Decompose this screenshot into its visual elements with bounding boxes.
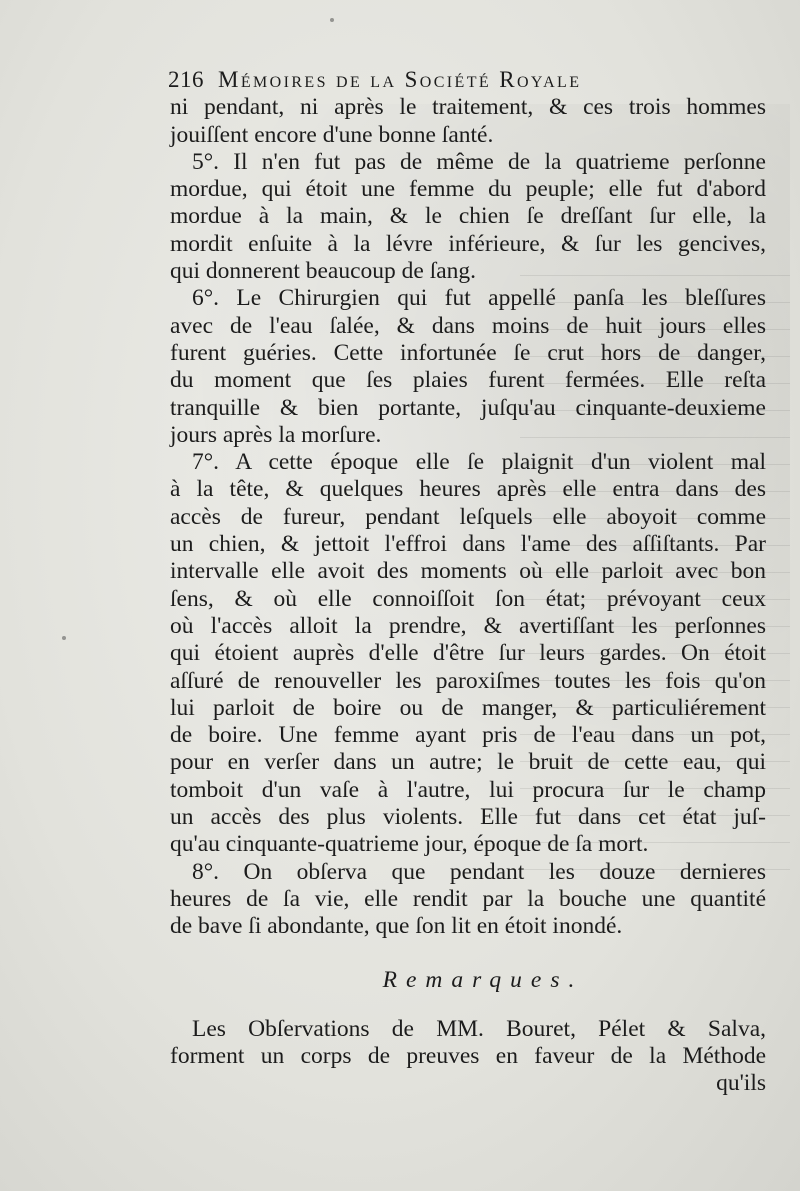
paragraph-5-line: 5°. Il n'en fut pas de même de la quatrieme perſonne (192, 148, 766, 175)
text-line: mordit enſuite à la lévre inférieure, & ſur les gencives, (170, 230, 766, 257)
text-line: qui étoient auprès d'elle d'être ſur leurs gardes. On étoit (170, 640, 766, 667)
text-line: mordue, qui étoit une femme du peuple; elle fut d'abord (170, 176, 766, 203)
text-line: un accès des plus violents. Elle fut dans cet état juſ- (170, 804, 766, 831)
remarques-line: Les Obſervations de MM. Bouret, Pélet & Salva, (192, 1015, 766, 1042)
page-number: 216 (168, 67, 204, 92)
text-line: mordue à la main, & le chien ſe dreſſant ſur elle, la (170, 203, 766, 230)
text-line: furent guéries. Cette infortunée ſe crut hors de danger, (170, 339, 766, 366)
text-line: à la tête, & quelques heures après elle entra dans des (170, 476, 766, 503)
text-line: qui donnerent beaucoup de ſang. (170, 258, 477, 285)
text-line: de bave ſi abondante, que ſon lit en étoit inondé. (170, 913, 623, 940)
text-line: intervalle elle avoit des moments où elle parloit avec bon (170, 558, 766, 585)
text-line: qu'au cinquante-quatrieme jour, époque de ſa mort. (170, 831, 649, 858)
text-line: lui parloit de boire ou de manger, & particuliérement (170, 694, 766, 721)
running-title: Mémoires de la Société Royale (218, 67, 582, 92)
text-line: un chien, & jettoit l'effroi dans l'ame des aſſiſtants. Par (170, 531, 766, 558)
text-line: heures de ſa vie, elle rendit par la bouche une quantité (170, 885, 766, 912)
text-line: jouiſſent encore d'une bonne ſanté. (170, 121, 494, 148)
text-line: avec de l'eau ſalée, & dans moins de huit jours elles (170, 312, 766, 339)
running-head (168, 66, 766, 93)
text-line: ni pendant, ni après le traitement, & ces trois hommes (170, 94, 766, 121)
text-block (170, 66, 766, 1098)
paragraph-8-line: 8°. On obſerva que pendant les douze dernieres (192, 858, 766, 885)
ink-speck (330, 18, 334, 22)
text-line: tomboit d'un vaſe à l'autre, lui procura ſur le champ (170, 776, 766, 803)
text-line: où l'accès alloit la prendre, & avertiſſant les perſonnes (170, 612, 766, 639)
text-line: du moment que ſes plaies furent fermées. Elle reſta (170, 367, 766, 394)
paragraph-7-line: 7°. A cette époque elle ſe plaignit d'un violent mal (192, 449, 766, 476)
text-line: de boire. Une femme ayant pris de l'eau dans un pot, (170, 722, 766, 749)
paragraph-6-line: 6°. Le Chirurgien qui fut appellé panſa les bleſſures (192, 285, 766, 312)
remarques-heading: Remarques. (382, 966, 584, 993)
text-line: aſſuré de renouveller les paroxiſmes toutes les fois qu'on (170, 667, 766, 694)
catchword: qu'ils (716, 1070, 766, 1097)
text-line: tranquille & bien portante, juſqu'au cinquante-deuxieme (170, 394, 766, 421)
text-line: ſens, & où elle connoiſſoit ſon état; prévoyant ceux (170, 585, 766, 612)
text-line: pour en verſer dans un autre; le bruit de cette eau, qui (170, 749, 766, 776)
body-text (170, 94, 766, 940)
remarques-text (170, 1016, 766, 1098)
remarques-line: forment un corps de preuves en faveur de la Méthode (170, 1043, 766, 1070)
text-line: accès de fureur, pendant leſquels elle aboyoit comme (170, 503, 766, 530)
ink-speck (62, 636, 66, 640)
text-line: jours après la morſure. (170, 421, 382, 448)
